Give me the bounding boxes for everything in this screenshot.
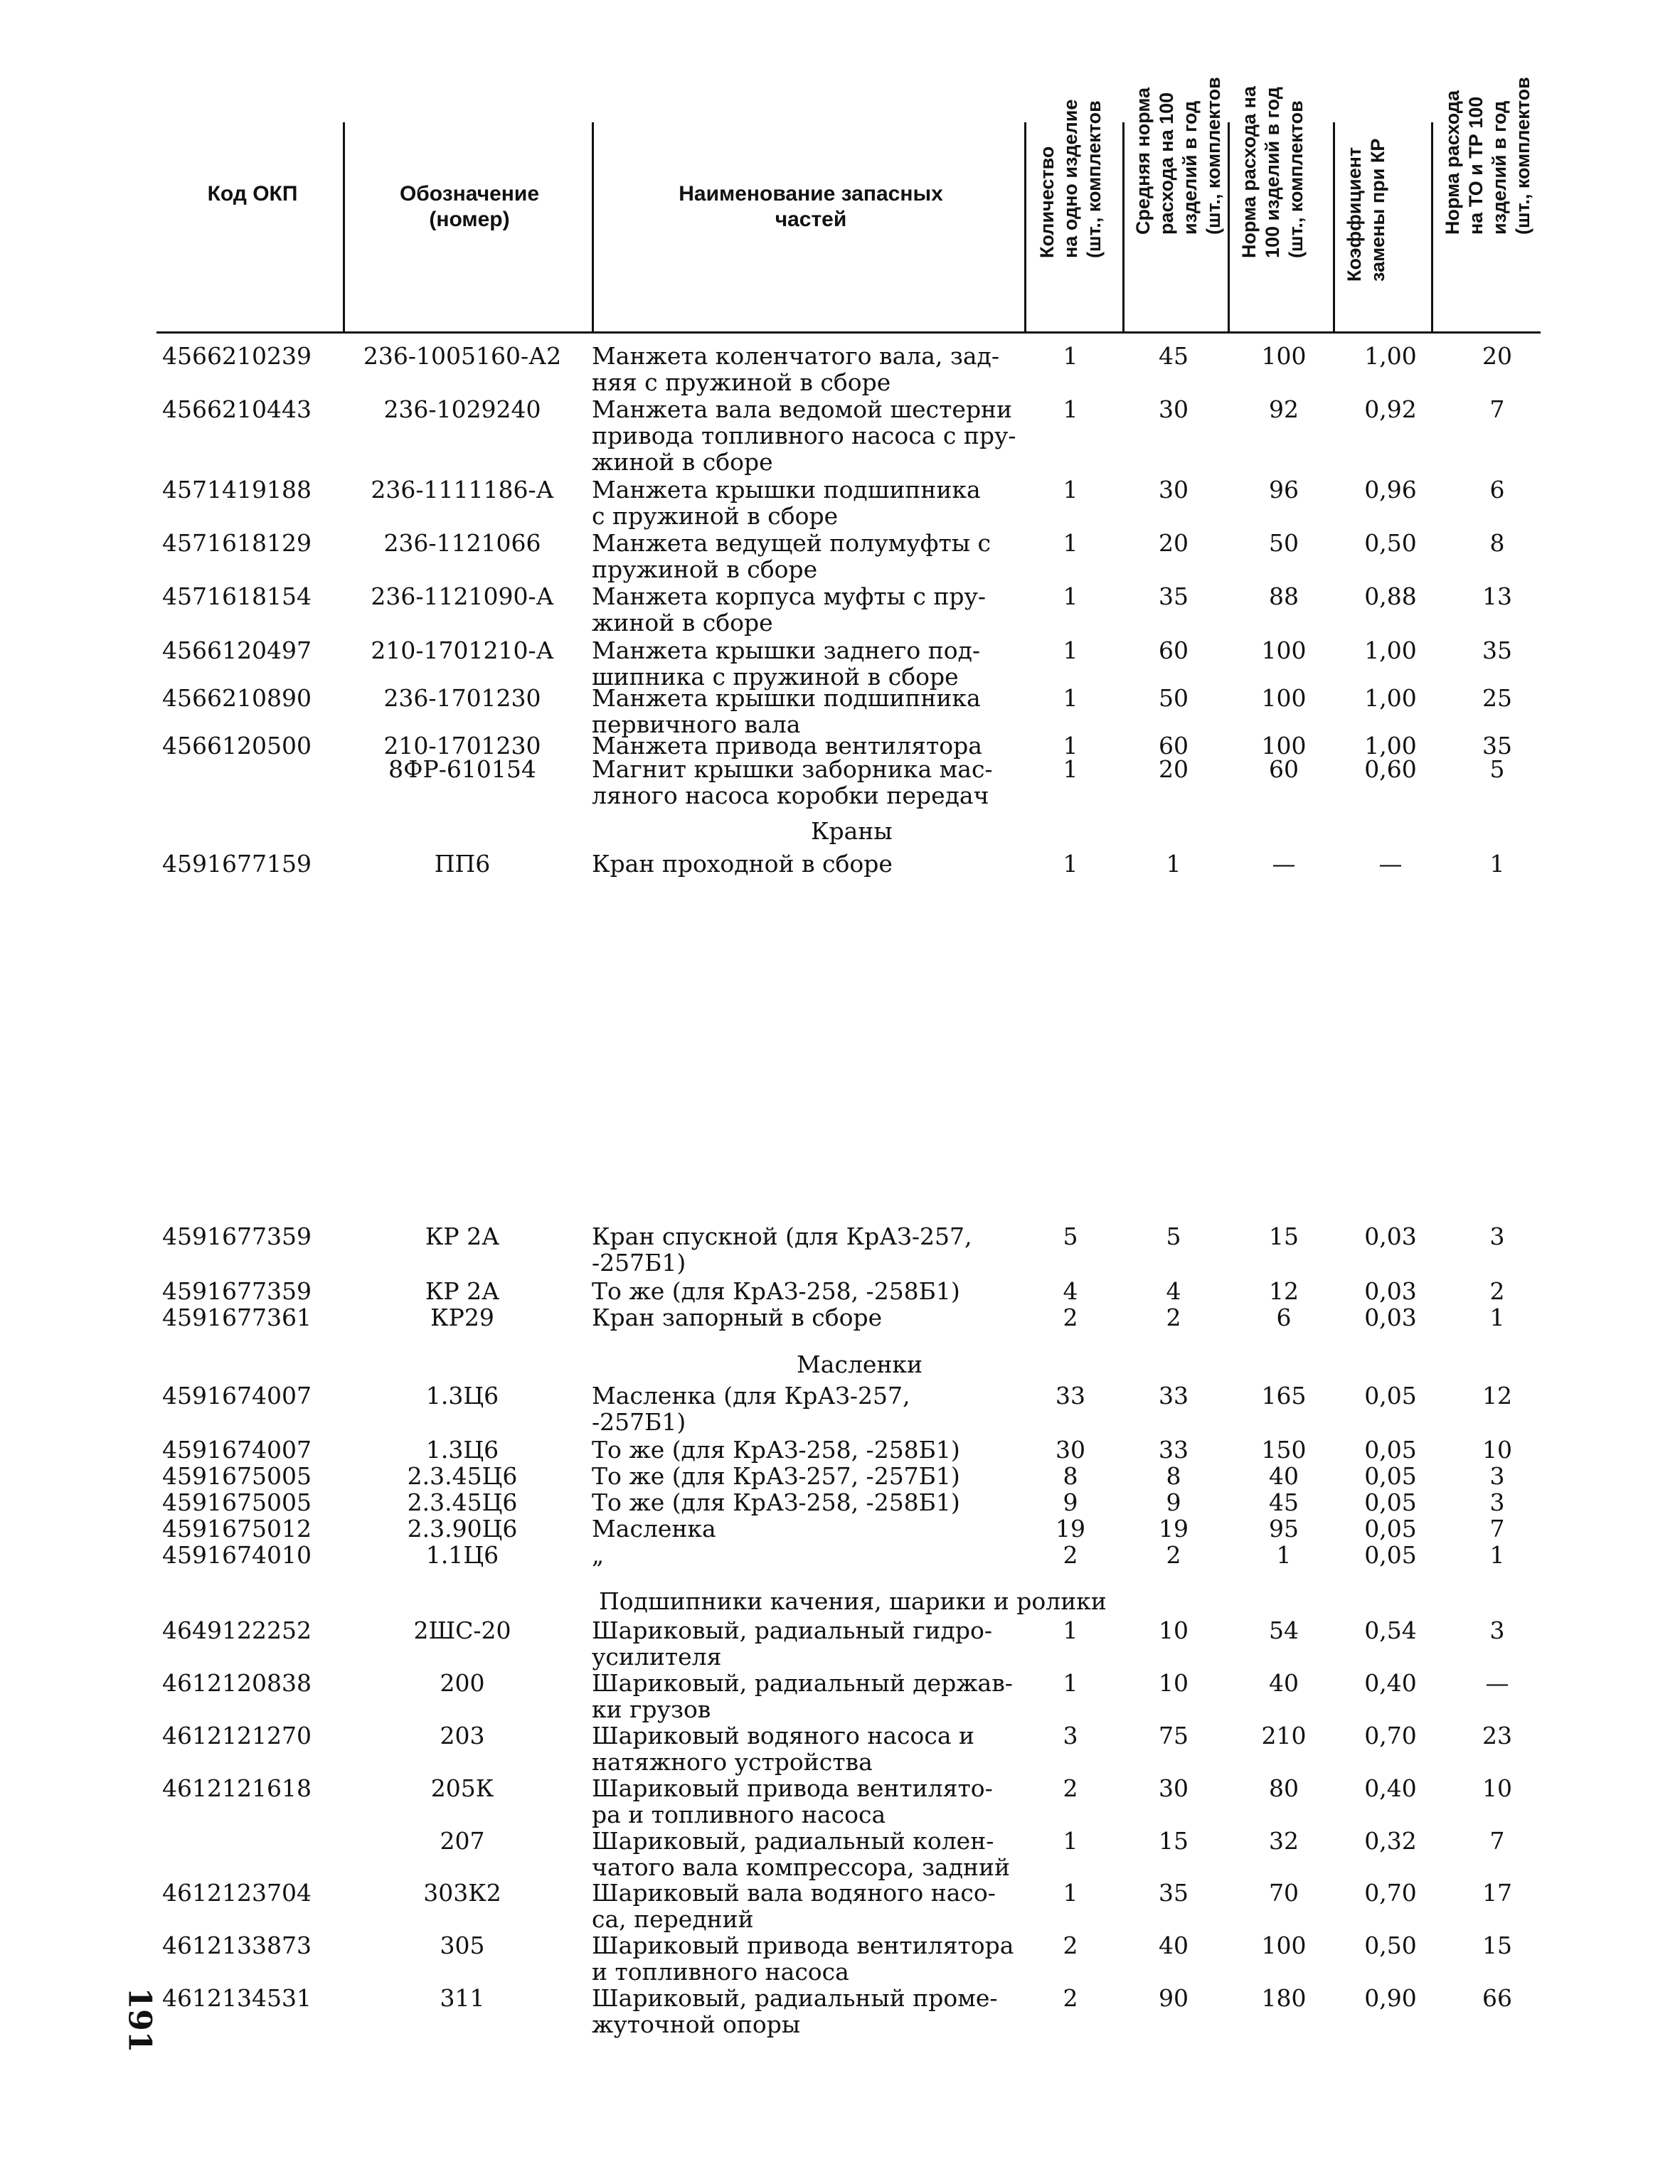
- qty: 4: [1063, 1277, 1078, 1305]
- to-norm: 3: [1489, 1462, 1505, 1490]
- avg-norm: 8: [1166, 1462, 1181, 1490]
- designation: ПП6: [434, 850, 491, 878]
- okp-code: 4591677359: [162, 1222, 312, 1250]
- coef: 1,00: [1364, 636, 1417, 664]
- okp-code: 4571618129: [162, 529, 312, 557]
- avg-norm: 33: [1159, 1382, 1189, 1410]
- part-name: Шариковый привода вентилятора и топливного насоса: [592, 1932, 1014, 1986]
- header-divider: [592, 122, 594, 333]
- coef: 1,00: [1364, 732, 1417, 760]
- designation: 236-1111186-А: [371, 476, 554, 504]
- qty: 3: [1063, 1722, 1078, 1749]
- norm: 100: [1261, 732, 1307, 760]
- section-title-cranes: Краны: [811, 817, 893, 845]
- okp-code: 4571419188: [162, 476, 312, 504]
- okp-code: 4566120497: [162, 636, 312, 664]
- norm: 150: [1261, 1436, 1307, 1464]
- to-norm: —: [1485, 1669, 1509, 1697]
- coef: 0,50: [1364, 1932, 1417, 1959]
- norm: 100: [1261, 1932, 1307, 1959]
- okp-code: 4591677359: [162, 1277, 312, 1305]
- avg-norm: 40: [1159, 1932, 1189, 1959]
- norm: 54: [1269, 1616, 1299, 1644]
- coef: 1,00: [1364, 684, 1417, 712]
- header-to: Норма расхода на ТО и ТР 100 изделий в год (шт., комплектов: [1442, 77, 1533, 235]
- designation: КР29: [430, 1304, 494, 1331]
- designation: 205К: [430, 1774, 494, 1802]
- header-norm: Норма расхода на 100 изделий в год (шт., комплектов: [1238, 86, 1307, 258]
- okp-code: 4591677361: [162, 1304, 312, 1331]
- part-name: То же (для КрАЗ-258, -258Б1): [592, 1436, 960, 1464]
- qty: 1: [1063, 342, 1078, 370]
- qty: 30: [1056, 1436, 1085, 1464]
- qty: 1: [1063, 1827, 1078, 1855]
- okp-code: 4612133873: [162, 1932, 312, 1959]
- avg-norm: 1: [1166, 850, 1181, 878]
- avg-norm: 19: [1159, 1515, 1189, 1543]
- okp-code: 4649122252: [162, 1616, 312, 1644]
- section-title-bearings: Подшипники качения, шарики и ролики: [599, 1587, 1107, 1615]
- coef: 0,70: [1364, 1879, 1417, 1907]
- coef: 0,50: [1364, 529, 1417, 557]
- part-name: То же (для КрАЗ-258, -258Б1): [592, 1277, 960, 1305]
- avg-norm: 30: [1159, 1774, 1189, 1802]
- part-name: Манжета коленчатого вала, зад- няя с пружиной в сборе: [592, 342, 1000, 396]
- to-norm: 25: [1482, 684, 1512, 712]
- to-norm: 20: [1482, 342, 1512, 370]
- header-name: Наименование запасных частей: [679, 182, 943, 231]
- qty: 1: [1063, 395, 1078, 423]
- norm: 32: [1269, 1827, 1299, 1855]
- part-name: Манжета ведущей полумуфты с пружиной в сборе: [592, 529, 991, 583]
- qty: 1: [1063, 636, 1078, 664]
- to-norm: 17: [1482, 1879, 1512, 1907]
- norm: 45: [1269, 1488, 1299, 1516]
- to-norm: 35: [1482, 732, 1512, 760]
- to-norm: 2: [1489, 1277, 1505, 1305]
- header-divider: [1024, 122, 1026, 333]
- part-name: „: [592, 1541, 605, 1569]
- part-name: Кран запорный в сборе: [592, 1304, 883, 1331]
- norm: 88: [1269, 582, 1299, 610]
- designation: 305: [440, 1932, 485, 1959]
- part-name: Манжета вала ведомой шестерни привода топливного насоса с пру- жиной в сборе: [592, 395, 1016, 476]
- norm: 15: [1269, 1222, 1299, 1250]
- header-coef: Коэффициент замены при КР: [1344, 138, 1388, 282]
- okp-code: 4591675005: [162, 1488, 312, 1516]
- qty: 1: [1063, 684, 1078, 712]
- norm: 60: [1269, 755, 1299, 783]
- header-bottom-rule: [156, 331, 1541, 334]
- norm: 70: [1269, 1879, 1299, 1907]
- avg-norm: 10: [1159, 1616, 1189, 1644]
- norm: 92: [1269, 395, 1299, 423]
- to-norm: 15: [1482, 1932, 1512, 1959]
- norm: 6: [1276, 1304, 1292, 1331]
- norm: 12: [1269, 1277, 1299, 1305]
- designation: 210-1701230: [383, 732, 541, 760]
- coef: 0,88: [1364, 582, 1417, 610]
- coef: —: [1378, 850, 1403, 878]
- qty: 1: [1063, 476, 1078, 504]
- norm: 165: [1261, 1382, 1307, 1410]
- to-norm: 8: [1489, 529, 1505, 557]
- qty: 2: [1063, 1774, 1078, 1802]
- norm: 1: [1276, 1541, 1292, 1569]
- avg-norm: 30: [1159, 476, 1189, 504]
- coef: 0,32: [1364, 1827, 1417, 1855]
- okp-code: 4591677159: [162, 850, 312, 878]
- to-norm: 35: [1482, 636, 1512, 664]
- okp-code: 4566210443: [162, 395, 312, 423]
- header-okp: Код ОКП: [207, 182, 298, 206]
- designation: 236-1029240: [383, 395, 541, 423]
- norm: 210: [1261, 1722, 1307, 1749]
- designation: 210-1701210-А: [371, 636, 554, 664]
- avg-norm: 2: [1166, 1541, 1181, 1569]
- to-norm: 23: [1482, 1722, 1512, 1749]
- norm: —: [1272, 850, 1296, 878]
- norm: 50: [1269, 529, 1299, 557]
- part-name: Кран проходной в сборе: [592, 850, 893, 878]
- part-name: Шариковый водяного насоса и натяжного устройства: [592, 1722, 975, 1776]
- avg-norm: 75: [1159, 1722, 1189, 1749]
- norm: 40: [1269, 1669, 1299, 1697]
- to-norm: 7: [1489, 1827, 1505, 1855]
- qty: 1: [1063, 1669, 1078, 1697]
- designation: 2.3.90Ц6: [407, 1515, 518, 1543]
- part-name: Шариковый вала водяного насо- са, передний: [592, 1879, 996, 1933]
- to-norm: 10: [1482, 1774, 1512, 1802]
- qty: 1: [1063, 755, 1078, 783]
- coef: 0,05: [1364, 1488, 1417, 1516]
- part-name: Шариковый, радиальный колен- чатого вала компрессора, задний: [592, 1827, 1011, 1881]
- part-name: Шариковый, радиальный гидро- усилителя: [592, 1616, 992, 1671]
- coef: 0,03: [1364, 1222, 1417, 1250]
- coef: 0,90: [1364, 1984, 1417, 2012]
- part-name: Шариковый, радиальный проме- жуточной опоры: [592, 1984, 998, 2038]
- norm: 100: [1261, 684, 1307, 712]
- okp-code: 4612120838: [162, 1669, 312, 1697]
- okp-code: 4612121618: [162, 1774, 312, 1802]
- part-name: Шариковый привода вентилято- ра и топливного насоса: [592, 1774, 993, 1828]
- header-designation: Обозначение (номер): [399, 182, 540, 231]
- coef: 0,05: [1364, 1436, 1417, 1464]
- designation: 2.3.45Ц6: [407, 1462, 518, 1490]
- coef: 0,40: [1364, 1774, 1417, 1802]
- coef: 0,05: [1364, 1541, 1417, 1569]
- header-divider: [1228, 122, 1230, 333]
- qty: 2: [1063, 1541, 1078, 1569]
- coef: 0,05: [1364, 1382, 1417, 1410]
- part-name: Магнит крышки заборника мас- ляного насоса коробки передач: [592, 755, 993, 809]
- coef: 0,96: [1364, 476, 1417, 504]
- okp-code: 4591674007: [162, 1436, 312, 1464]
- norm: 40: [1269, 1462, 1299, 1490]
- part-name: Манжета крышки подшипника первичного вала: [592, 684, 981, 738]
- okp-code: 4612134531: [162, 1984, 312, 2012]
- avg-norm: 90: [1159, 1984, 1189, 2012]
- qty: 2: [1063, 1984, 1078, 2012]
- avg-norm: 60: [1159, 732, 1189, 760]
- norm: 100: [1261, 342, 1307, 370]
- coef: 0,05: [1364, 1515, 1417, 1543]
- qty: 1: [1063, 1879, 1078, 1907]
- avg-norm: 4: [1166, 1277, 1181, 1305]
- header-avg: Средняя норма расхода на 100 изделий в год (шт., комплектов: [1132, 77, 1224, 235]
- avg-norm: 33: [1159, 1436, 1189, 1464]
- part-name: Манжета корпуса муфты с пру- жиной в сборе: [592, 582, 987, 636]
- designation: 303К2: [423, 1879, 501, 1907]
- norm: 80: [1269, 1774, 1299, 1802]
- okp-code: 4566120500: [162, 732, 312, 760]
- to-norm: 66: [1482, 1984, 1512, 2012]
- avg-norm: 20: [1159, 529, 1189, 557]
- coef: 0,40: [1364, 1669, 1417, 1697]
- to-norm: 6: [1489, 476, 1505, 504]
- okp-code: 4591674007: [162, 1382, 312, 1410]
- avg-norm: 20: [1159, 755, 1189, 783]
- qty: 1: [1063, 1616, 1078, 1644]
- designation: 8ФР-610154: [388, 755, 536, 783]
- coef: 1,00: [1364, 342, 1417, 370]
- part-name: То же (для КрАЗ-258, -258Б1): [592, 1488, 960, 1516]
- part-name: Кран спускной (для КрАЗ-257, -257Б1): [592, 1222, 972, 1277]
- to-norm: 1: [1489, 850, 1505, 878]
- okp-code: 4612123704: [162, 1879, 312, 1907]
- okp-code: 4591674010: [162, 1541, 312, 1569]
- to-norm: 3: [1489, 1488, 1505, 1516]
- okp-code: 4566210239: [162, 342, 312, 370]
- designation: 207: [440, 1827, 485, 1855]
- qty: 8: [1063, 1462, 1078, 1490]
- norm: 100: [1261, 636, 1307, 664]
- norm: 95: [1269, 1515, 1299, 1543]
- designation: 236-1005160-А2: [363, 342, 562, 370]
- to-norm: 7: [1489, 1515, 1505, 1543]
- designation: 311: [440, 1984, 485, 2012]
- designation: КР 2А: [425, 1222, 500, 1250]
- to-norm: 1: [1489, 1541, 1505, 1569]
- designation: 2ШС-20: [413, 1616, 511, 1644]
- norm: 96: [1269, 476, 1299, 504]
- okp-code: 4591675012: [162, 1515, 312, 1543]
- page-number: 191: [121, 1987, 158, 2053]
- avg-norm: 15: [1159, 1827, 1189, 1855]
- part-name: Шариковый, радиальный держав- ки грузов: [592, 1669, 1013, 1723]
- avg-norm: 35: [1159, 582, 1189, 610]
- qty: 1: [1063, 850, 1078, 878]
- coef: 0,54: [1364, 1616, 1417, 1644]
- avg-norm: 5: [1166, 1222, 1181, 1250]
- part-name: То же (для КрАЗ-257, -257Б1): [592, 1462, 960, 1490]
- coef: 0,60: [1364, 755, 1417, 783]
- qty: 1: [1063, 582, 1078, 610]
- part-name: Масленка (для КрАЗ-257, -257Б1): [592, 1382, 910, 1436]
- designation: 1.3Ц6: [425, 1436, 499, 1464]
- avg-norm: 45: [1159, 342, 1189, 370]
- designation: 236-1121066: [383, 529, 541, 557]
- coef: 0,05: [1364, 1462, 1417, 1490]
- designation: 236-1121090-А: [371, 582, 554, 610]
- to-norm: 5: [1489, 755, 1505, 783]
- okp-code: 4566210890: [162, 684, 312, 712]
- designation: 1.1Ц6: [425, 1541, 499, 1569]
- part-name: Манжета привода вентилятора: [592, 732, 982, 760]
- part-name: Масленка: [592, 1515, 716, 1543]
- qty: 5: [1063, 1222, 1078, 1250]
- to-norm: 1: [1489, 1304, 1505, 1331]
- norm: 180: [1261, 1984, 1307, 2012]
- designation: 236-1701230: [383, 684, 541, 712]
- okp-code: 4612121270: [162, 1722, 312, 1749]
- header-qty: Количество на одно изделие (шт., комплектов: [1036, 99, 1105, 258]
- designation: 203: [440, 1722, 485, 1749]
- designation: 2.3.45Ц6: [407, 1488, 518, 1516]
- avg-norm: 60: [1159, 636, 1189, 664]
- coef: 0,70: [1364, 1722, 1417, 1749]
- part-name: Манжета крышки заднего под- шипника с пружиной в сборе: [592, 636, 981, 691]
- qty: 1: [1063, 529, 1078, 557]
- avg-norm: 50: [1159, 684, 1189, 712]
- section-title-oilers: Масленки: [797, 1351, 923, 1378]
- okp-code: 4591675005: [162, 1462, 312, 1490]
- avg-norm: 30: [1159, 395, 1189, 423]
- avg-norm: 35: [1159, 1879, 1189, 1907]
- coef: 0,92: [1364, 395, 1417, 423]
- designation: КР 2А: [425, 1277, 500, 1305]
- designation: 200: [440, 1669, 485, 1697]
- avg-norm: 10: [1159, 1669, 1189, 1697]
- to-norm: 12: [1482, 1382, 1512, 1410]
- part-name: Манжета крышки подшипника с пружиной в сборе: [592, 476, 981, 530]
- coef: 0,03: [1364, 1277, 1417, 1305]
- qty: 9: [1063, 1488, 1078, 1516]
- qty: 1: [1063, 732, 1078, 760]
- coef: 0,03: [1364, 1304, 1417, 1331]
- to-norm: 3: [1489, 1616, 1505, 1644]
- header-divider: [1333, 122, 1335, 333]
- to-norm: 3: [1489, 1222, 1505, 1250]
- to-norm: 7: [1489, 395, 1505, 423]
- okp-code: 4571618154: [162, 582, 312, 610]
- qty: 19: [1056, 1515, 1085, 1543]
- designation: 1.3Ц6: [425, 1382, 499, 1410]
- qty: 2: [1063, 1932, 1078, 1959]
- qty: 2: [1063, 1304, 1078, 1331]
- qty: 33: [1056, 1382, 1085, 1410]
- header-divider: [343, 122, 345, 333]
- avg-norm: 9: [1166, 1488, 1181, 1516]
- avg-norm: 2: [1166, 1304, 1181, 1331]
- to-norm: 13: [1482, 582, 1512, 610]
- to-norm: 10: [1482, 1436, 1512, 1464]
